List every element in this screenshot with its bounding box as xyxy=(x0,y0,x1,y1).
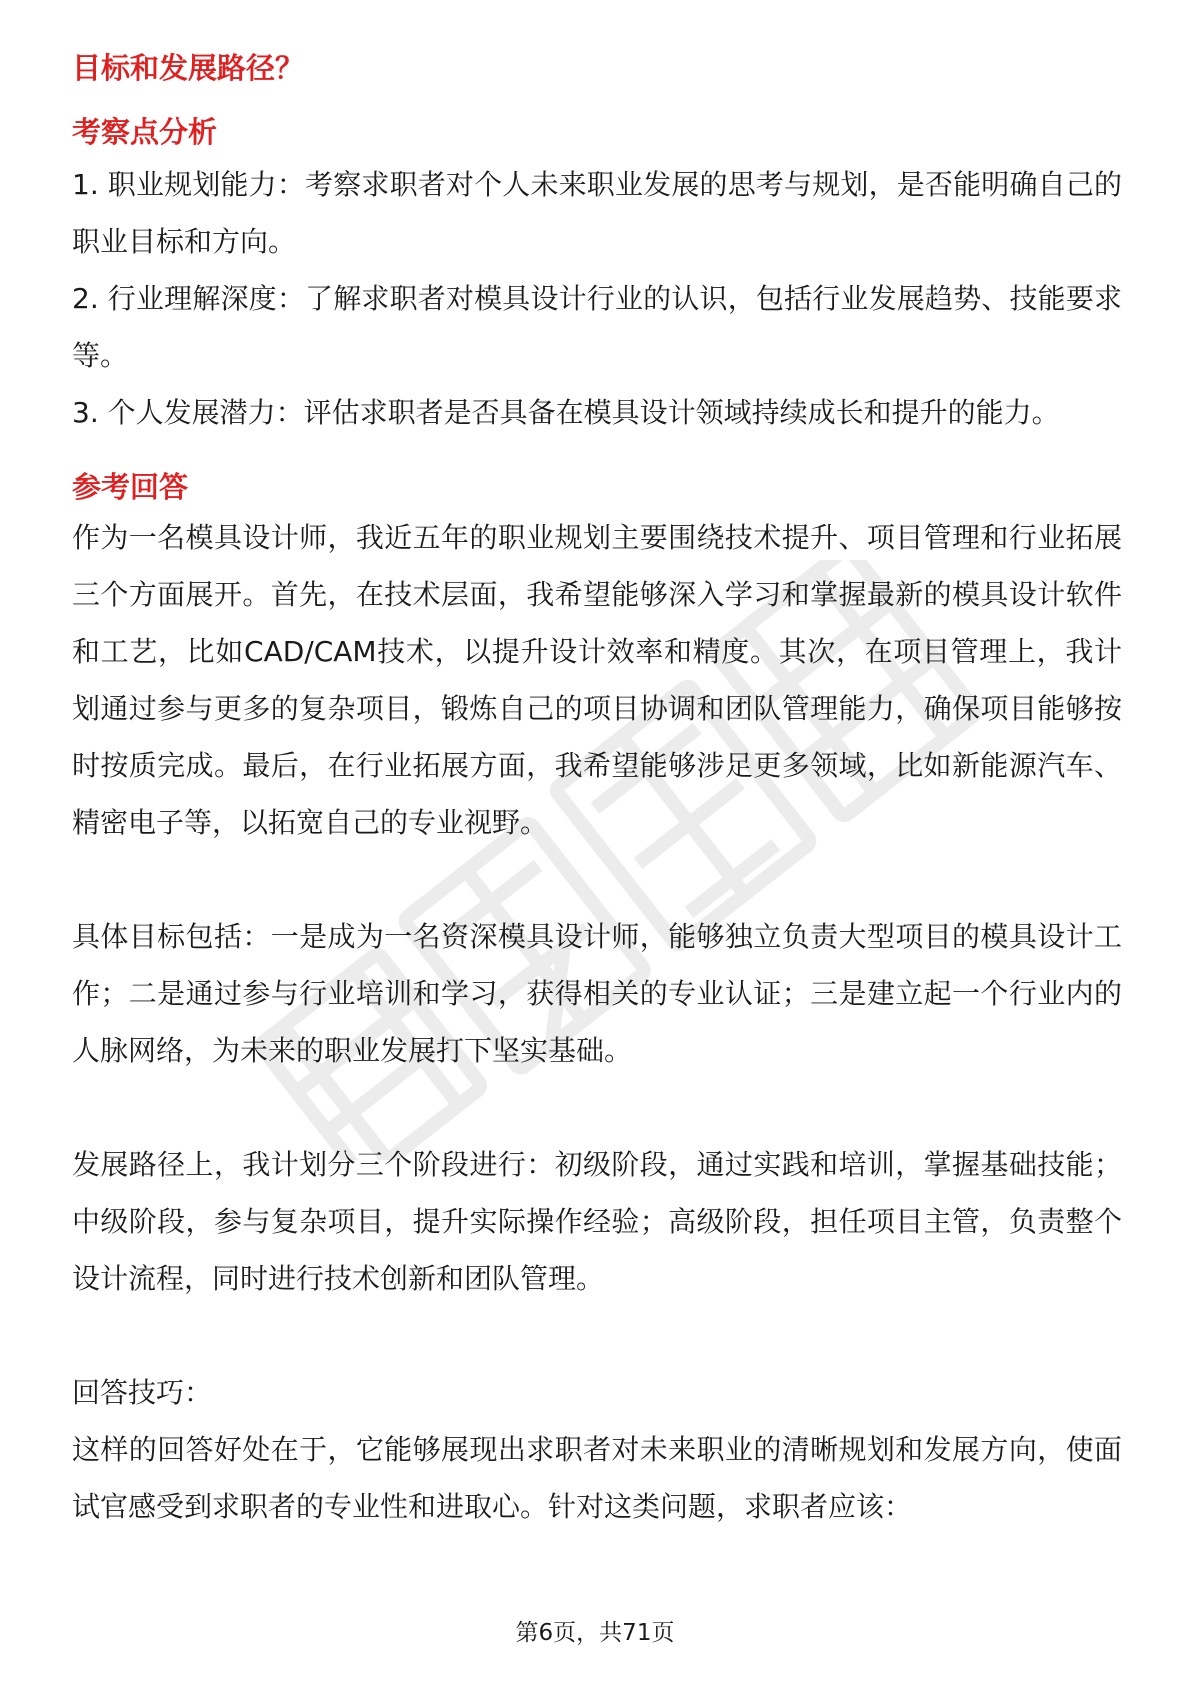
answer-body xyxy=(72,509,1122,1307)
analysis-point-1: 1. 职业规划能力：考察求职者对个人未来职业发展的思考与规划，是否能明确自己的职业目标和方向。 xyxy=(72,168,1122,258)
analysis-heading: 考察点分析 xyxy=(72,115,218,149)
analysis-point-2: 2. 行业理解深度：了解求职者对模具设计行业的认识，包括行业发展趋势、技能要求等。 xyxy=(72,282,1122,372)
answer-paragraph-1: 作为一名模具设计师，我近五年的职业规划主要围绕技术提升、项目管理和行业拓展三个方面展开。首先，在技术层面，我希望能够深入学习和掌握最新的模具设计软件和工艺，比如CAD/CAM技术，以提升设计效率和精度。其次，在项目管理上，我计划通过参与更多的复杂项目，锻炼自己的项目协调和团队管理能力，确保项目能够按时按质完成。最后，在行业拓展方面，我希望能够涉足更多领域，比如新能源汽车、精密电子等，以拓宽自己的专业视野。 xyxy=(72,521,1122,839)
answer-paragraph-3: 发展路径上，我计划分三个阶段进行：初级阶段，通过实践和培训，掌握基础技能；中级阶段，参与复杂项目，提升实际操作经验；高级阶段，担任项目主管，负责整个设计流程，同时进行技术创新和团队管理。 xyxy=(72,1148,1122,1295)
analysis-point-3: 3. 个人发展潜力：评估求职者是否具备在模具设计领域持续成长和提升的能力。 xyxy=(72,396,1060,429)
answer-paragraph-2: 具体目标包括：一是成为一名资深模具设计师，能够独立负责大型项目的模具设计工作；二是通过参与行业培训和学习，获得相关的专业认证；三是建立起一个行业内的人脉网络，为未来的职业发展打下坚实基础。 xyxy=(72,920,1122,1067)
analysis-list xyxy=(72,156,1122,441)
question-title-tail: 目标和发展路径？ xyxy=(72,51,305,85)
main-content xyxy=(72,48,1122,1535)
answer-heading: 参考回答 xyxy=(72,470,189,504)
tips-text: 这样的回答好处在于，它能够展现出求职者对未来职业的清晰规划和发展方向，使面试官感受到求职者的专业性和进取心。针对这类问题，求职者应该： xyxy=(72,1433,1122,1523)
page-number: 第6页，共71页 xyxy=(515,1620,675,1646)
tips-label: 回答技巧： xyxy=(72,1376,213,1409)
